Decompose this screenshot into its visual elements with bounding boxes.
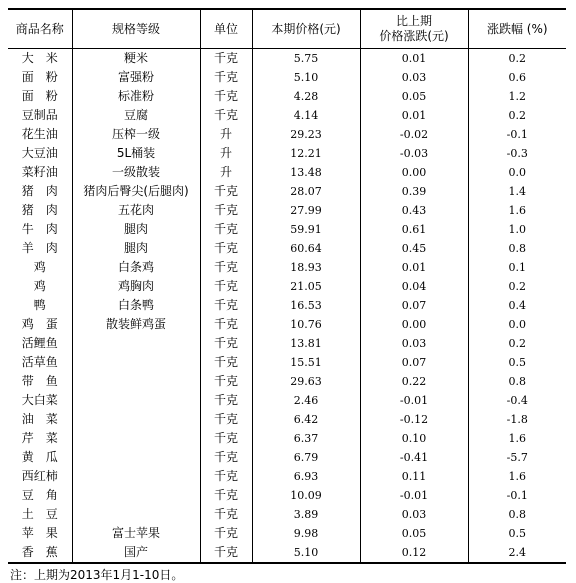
cell-product-name: 鸭	[8, 296, 72, 315]
cell-spec-grade	[72, 486, 200, 505]
cell-change-percent: 1.4	[468, 182, 566, 201]
table-row	[8, 144, 566, 163]
cell-current-price: 15.51	[252, 353, 360, 372]
cell-spec-grade: 压榨一级	[72, 125, 200, 144]
table-row	[8, 543, 566, 563]
cell-price-change: 0.07	[360, 353, 468, 372]
cell-unit: 千克	[200, 410, 252, 429]
cell-current-price: 59.91	[252, 220, 360, 239]
cell-spec-grade	[72, 410, 200, 429]
cell-current-price: 13.81	[252, 334, 360, 353]
cell-product-name: 猪 肉	[8, 201, 72, 220]
cell-current-price: 60.64	[252, 239, 360, 258]
table-row	[8, 68, 566, 87]
cell-change-percent: 0.8	[468, 372, 566, 391]
header-row	[8, 9, 566, 49]
table-row	[8, 87, 566, 106]
cell-change-percent: 0.2	[468, 334, 566, 353]
cell-current-price: 5.75	[252, 49, 360, 69]
cell-unit: 千克	[200, 372, 252, 391]
cell-current-price: 28.07	[252, 182, 360, 201]
cell-product-name: 土 豆	[8, 505, 72, 524]
cell-product-name: 芹 菜	[8, 429, 72, 448]
cell-product-name: 活鲤鱼	[8, 334, 72, 353]
cell-spec-grade	[72, 353, 200, 372]
cell-change-percent: 0.2	[468, 277, 566, 296]
table-row	[8, 505, 566, 524]
table-row	[8, 334, 566, 353]
cell-change-percent: 1.0	[468, 220, 566, 239]
table-row	[8, 467, 566, 486]
cell-price-change: 0.01	[360, 49, 468, 69]
cell-change-percent: -0.3	[468, 144, 566, 163]
cell-current-price: 4.28	[252, 87, 360, 106]
cell-change-percent: 1.2	[468, 87, 566, 106]
price-table	[8, 8, 566, 564]
cell-change-percent: 0.6	[468, 68, 566, 87]
header-current-price: 本期价格(元)	[252, 9, 360, 49]
cell-spec-grade: 腿肉	[72, 239, 200, 258]
cell-spec-grade: 富士苹果	[72, 524, 200, 543]
cell-price-change: -0.01	[360, 391, 468, 410]
cell-price-change: -0.02	[360, 125, 468, 144]
cell-spec-grade	[72, 334, 200, 353]
cell-unit: 千克	[200, 315, 252, 334]
cell-price-change: 0.07	[360, 296, 468, 315]
header-spec-grade: 规格等级	[72, 9, 200, 49]
cell-price-change: 0.12	[360, 543, 468, 563]
cell-price-change: -0.41	[360, 448, 468, 467]
cell-change-percent: 0.0	[468, 315, 566, 334]
cell-spec-grade: 五花肉	[72, 201, 200, 220]
table-row	[8, 429, 566, 448]
cell-current-price: 6.37	[252, 429, 360, 448]
table-row	[8, 448, 566, 467]
table-row	[8, 315, 566, 334]
table-row	[8, 125, 566, 144]
cell-change-percent: 0.8	[468, 239, 566, 258]
cell-product-name: 大豆油	[8, 144, 72, 163]
table-row	[8, 201, 566, 220]
cell-current-price: 18.93	[252, 258, 360, 277]
cell-unit: 千克	[200, 106, 252, 125]
cell-current-price: 6.42	[252, 410, 360, 429]
cell-current-price: 21.05	[252, 277, 360, 296]
cell-price-change: 0.05	[360, 524, 468, 543]
cell-price-change: -0.03	[360, 144, 468, 163]
table-row	[8, 49, 566, 69]
cell-product-name: 带 鱼	[8, 372, 72, 391]
cell-current-price: 13.48	[252, 163, 360, 182]
table-row	[8, 239, 566, 258]
cell-current-price: 4.14	[252, 106, 360, 125]
price-table-container	[8, 8, 566, 583]
cell-change-percent: -1.8	[468, 410, 566, 429]
cell-product-name: 香 蕉	[8, 543, 72, 563]
cell-change-percent: -0.1	[468, 486, 566, 505]
table-row	[8, 220, 566, 239]
cell-spec-grade: 5L桶装	[72, 144, 200, 163]
cell-change-percent: 0.4	[468, 296, 566, 315]
cell-spec-grade	[72, 448, 200, 467]
cell-spec-grade: 白条鸭	[72, 296, 200, 315]
cell-price-change: 0.45	[360, 239, 468, 258]
header-price-change-line1: 比上期	[395, 14, 432, 28]
cell-change-percent: 1.6	[468, 429, 566, 448]
cell-current-price: 6.93	[252, 467, 360, 486]
cell-product-name: 牛 肉	[8, 220, 72, 239]
cell-change-percent: 2.4	[468, 543, 566, 563]
cell-change-percent: 0.5	[468, 353, 566, 372]
cell-price-change: 0.43	[360, 201, 468, 220]
cell-unit: 千克	[200, 296, 252, 315]
cell-spec-grade: 腿肉	[72, 220, 200, 239]
cell-change-percent: 0.1	[468, 258, 566, 277]
cell-spec-grade	[72, 372, 200, 391]
header-price-change	[360, 9, 468, 49]
cell-unit: 升	[200, 144, 252, 163]
cell-current-price: 9.98	[252, 524, 360, 543]
cell-current-price: 27.99	[252, 201, 360, 220]
cell-unit: 千克	[200, 201, 252, 220]
cell-price-change: 0.00	[360, 315, 468, 334]
cell-change-percent: 0.0	[468, 163, 566, 182]
header-price-change-line2: 价格涨跌(元)	[379, 29, 449, 43]
cell-spec-grade	[72, 505, 200, 524]
cell-product-name: 花生油	[8, 125, 72, 144]
cell-unit: 千克	[200, 68, 252, 87]
cell-unit: 千克	[200, 543, 252, 563]
cell-spec-grade	[72, 429, 200, 448]
cell-unit: 千克	[200, 87, 252, 106]
cell-unit: 千克	[200, 429, 252, 448]
cell-spec-grade: 富强粉	[72, 68, 200, 87]
cell-current-price: 3.89	[252, 505, 360, 524]
cell-current-price: 16.53	[252, 296, 360, 315]
cell-price-change: 0.01	[360, 106, 468, 125]
cell-unit: 千克	[200, 182, 252, 201]
cell-spec-grade	[72, 391, 200, 410]
cell-spec-grade: 鸡胸肉	[72, 277, 200, 296]
table-row	[8, 524, 566, 543]
cell-product-name: 大白菜	[8, 391, 72, 410]
cell-unit: 升	[200, 163, 252, 182]
table-row	[8, 391, 566, 410]
cell-unit: 升	[200, 125, 252, 144]
cell-price-change: 0.04	[360, 277, 468, 296]
cell-change-percent: 0.8	[468, 505, 566, 524]
cell-price-change: 0.61	[360, 220, 468, 239]
cell-spec-grade: 豆腐	[72, 106, 200, 125]
cell-price-change: 0.03	[360, 505, 468, 524]
cell-unit: 千克	[200, 49, 252, 69]
cell-change-percent: 1.6	[468, 201, 566, 220]
header-change-percent: 涨跌幅 (%)	[468, 9, 566, 49]
cell-current-price: 10.76	[252, 315, 360, 334]
cell-price-change: 0.10	[360, 429, 468, 448]
table-row	[8, 182, 566, 201]
cell-current-price: 10.09	[252, 486, 360, 505]
cell-unit: 千克	[200, 467, 252, 486]
cell-price-change: 0.05	[360, 87, 468, 106]
table-header	[8, 9, 566, 49]
cell-unit: 千克	[200, 505, 252, 524]
cell-price-change: 0.00	[360, 163, 468, 182]
cell-price-change: -0.01	[360, 486, 468, 505]
table-row	[8, 486, 566, 505]
cell-product-name: 羊 肉	[8, 239, 72, 258]
table-body	[8, 49, 566, 564]
table-row	[8, 277, 566, 296]
cell-change-percent: 0.5	[468, 524, 566, 543]
cell-unit: 千克	[200, 220, 252, 239]
cell-unit: 千克	[200, 448, 252, 467]
cell-current-price: 29.63	[252, 372, 360, 391]
cell-spec-grade: 一级散装	[72, 163, 200, 182]
cell-product-name: 活草鱼	[8, 353, 72, 372]
cell-unit: 千克	[200, 239, 252, 258]
header-unit: 单位	[200, 9, 252, 49]
cell-change-percent: -0.4	[468, 391, 566, 410]
cell-product-name: 苹 果	[8, 524, 72, 543]
cell-price-change: 0.11	[360, 467, 468, 486]
cell-product-name: 豆制品	[8, 106, 72, 125]
cell-current-price: 12.21	[252, 144, 360, 163]
cell-product-name: 鸡	[8, 277, 72, 296]
cell-product-name: 面 粉	[8, 68, 72, 87]
table-row	[8, 296, 566, 315]
table-row	[8, 410, 566, 429]
cell-product-name: 鸡	[8, 258, 72, 277]
cell-unit: 千克	[200, 258, 252, 277]
cell-unit: 千克	[200, 353, 252, 372]
cell-price-change: 0.03	[360, 334, 468, 353]
cell-spec-grade: 猪肉后臀尖(后腿肉)	[72, 182, 200, 201]
cell-spec-grade	[72, 467, 200, 486]
table-row	[8, 163, 566, 182]
cell-change-percent: 0.2	[468, 49, 566, 69]
cell-spec-grade: 标准粉	[72, 87, 200, 106]
cell-spec-grade: 白条鸡	[72, 258, 200, 277]
table-row	[8, 258, 566, 277]
cell-change-percent: -0.1	[468, 125, 566, 144]
footnote: 注：上期为2013年1月1-10日。	[10, 568, 184, 582]
cell-product-name: 黄 瓜	[8, 448, 72, 467]
cell-current-price: 29.23	[252, 125, 360, 144]
cell-product-name: 菜籽油	[8, 163, 72, 182]
cell-spec-grade: 粳米	[72, 49, 200, 69]
cell-spec-grade: 国产	[72, 543, 200, 563]
cell-product-name: 油 菜	[8, 410, 72, 429]
cell-unit: 千克	[200, 524, 252, 543]
cell-unit: 千克	[200, 277, 252, 296]
table-row	[8, 372, 566, 391]
cell-price-change: 0.01	[360, 258, 468, 277]
cell-current-price: 5.10	[252, 543, 360, 563]
cell-unit: 千克	[200, 334, 252, 353]
table-row	[8, 106, 566, 125]
cell-product-name: 大 米	[8, 49, 72, 69]
cell-product-name: 面 粉	[8, 87, 72, 106]
cell-unit: 千克	[200, 391, 252, 410]
cell-current-price: 2.46	[252, 391, 360, 410]
header-product-name: 商品名称	[8, 9, 72, 49]
cell-product-name: 西红柿	[8, 467, 72, 486]
cell-price-change: -0.12	[360, 410, 468, 429]
cell-change-percent: 0.2	[468, 106, 566, 125]
cell-current-price: 6.79	[252, 448, 360, 467]
cell-price-change: 0.22	[360, 372, 468, 391]
table-row	[8, 353, 566, 372]
cell-product-name: 猪 肉	[8, 182, 72, 201]
cell-change-percent: -5.7	[468, 448, 566, 467]
cell-price-change: 0.03	[360, 68, 468, 87]
cell-price-change: 0.39	[360, 182, 468, 201]
cell-product-name: 豆 角	[8, 486, 72, 505]
cell-current-price: 5.10	[252, 68, 360, 87]
cell-change-percent: 1.6	[468, 467, 566, 486]
cell-product-name: 鸡 蛋	[8, 315, 72, 334]
cell-spec-grade: 散装鲜鸡蛋	[72, 315, 200, 334]
cell-unit: 千克	[200, 486, 252, 505]
